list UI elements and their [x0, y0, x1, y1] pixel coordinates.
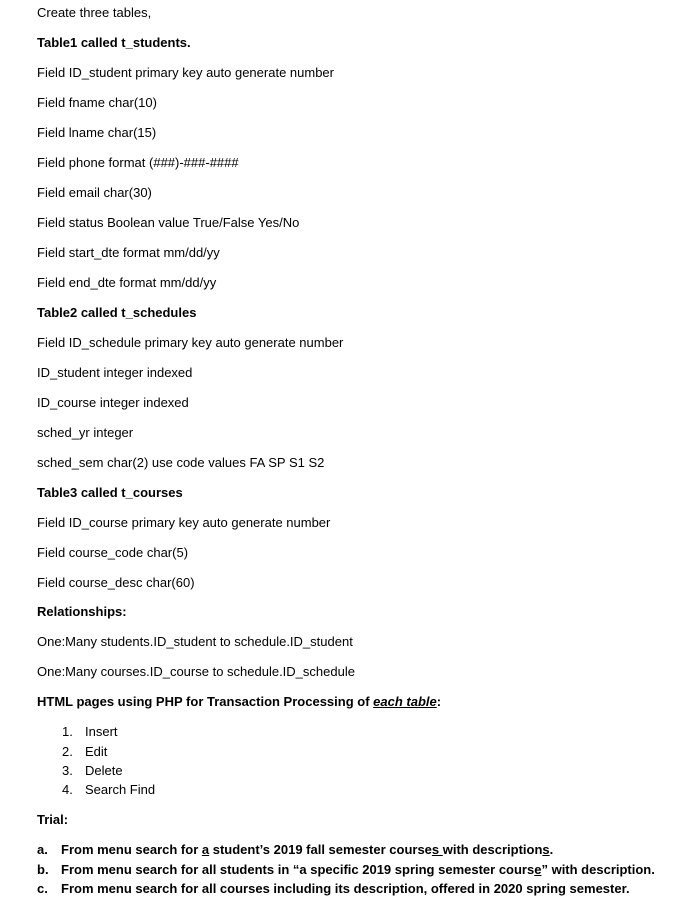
table3-heading: Table3 called t_courses: [37, 485, 183, 500]
t2-field-student: ID_student integer indexed: [37, 365, 193, 380]
t3-field-desc: Field course_desc char(60): [37, 575, 195, 590]
t2-field-sem: sched_sem char(2) use code values FA SP S1 S2: [37, 455, 325, 470]
t2-field-id: Field ID_schedule primary key auto generate number: [37, 335, 344, 350]
table1-heading: Table1 called t_students.: [37, 35, 191, 50]
t1-field-id: Field ID_student primary key auto generate number: [37, 65, 334, 80]
t3-field-code: Field course_code char(5): [37, 545, 189, 560]
each-table-emphasis: each table: [373, 694, 437, 709]
trial-heading: Trial:: [37, 812, 69, 827]
t2-field-course: ID_course integer indexed: [37, 395, 189, 410]
t3-field-id: Field ID_course primary key auto generate number: [37, 515, 331, 530]
t2-field-year: sched_yr integer: [37, 425, 134, 440]
t1-field-email: Field email char(30): [37, 185, 152, 200]
t1-field-end: Field end_dte format mm/dd/yy: [37, 275, 217, 290]
t1-field-phone: Field phone format (###)-###-####: [37, 155, 239, 170]
relationship-courses: One:Many courses.ID_course to schedule.ID_schedule: [37, 664, 355, 679]
t1-field-start: Field start_dte format mm/dd/yy: [37, 245, 220, 260]
t1-field-lname: Field lname char(15): [37, 125, 157, 140]
t1-field-status: Field status Boolean value True/False Yes/No: [37, 215, 300, 230]
html-pages-heading: HTML pages using PHP for Transaction Processing of each table:: [37, 694, 442, 709]
relationships-heading: Relationships:: [37, 604, 127, 619]
relationship-students: One:Many students.ID_student to schedule.ID_student: [37, 634, 353, 649]
intro-text: Create three tables,: [37, 5, 152, 20]
table2-heading: Table2 called t_schedules: [37, 305, 197, 320]
t1-field-fname: Field fname char(10): [37, 95, 157, 110]
